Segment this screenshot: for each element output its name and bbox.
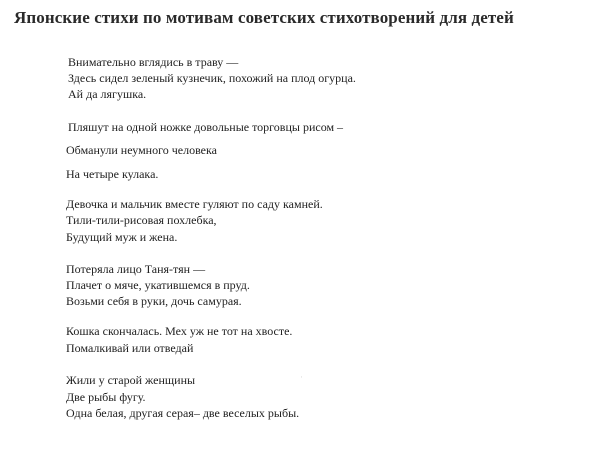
poem-line: Тили-тили-рисовая похлебка, <box>66 213 217 227</box>
poem-line: Обманули неумного человека <box>66 143 217 157</box>
poem-line: Здесь сидел зеленый кузнечик, похожий на плод огурца. <box>68 71 356 85</box>
page-title: Японские стихи по мотивам советских стихотворений для детей <box>14 8 514 27</box>
scan-artifact: · <box>300 372 303 382</box>
poem-line: Две рыбы фугу. <box>66 390 146 404</box>
poem-line: Жили у старой женщины <box>66 373 196 387</box>
poem-line: Внимательно вглядись в траву — <box>68 55 239 69</box>
poem-line: Ай да лягушка. <box>68 87 147 101</box>
poem-line: Девочка и мальчик вместе гуляют по саду камней. <box>66 197 323 211</box>
poem-line: Будущий муж и жена. <box>66 230 178 244</box>
poem-line: Потеряла лицо Таня-тян — <box>66 262 206 276</box>
poem-line: Плачет о мяче, укатившемся в пруд. <box>66 278 250 292</box>
poem-line: Помалкивай или отведай <box>66 341 194 355</box>
poem-line: На четыре кулака. <box>66 167 159 181</box>
poem-line: Одна белая, другая серая– две веселых рыбы. <box>66 406 300 420</box>
poem-line: Пляшут на одной ножке довольные торговцы рисом – <box>68 120 344 134</box>
poem-line: Кошка скончалась. Мех уж не тот на хвосте. <box>66 324 293 338</box>
poem-line: Возьми себя в руки, дочь самурая. <box>66 294 242 308</box>
